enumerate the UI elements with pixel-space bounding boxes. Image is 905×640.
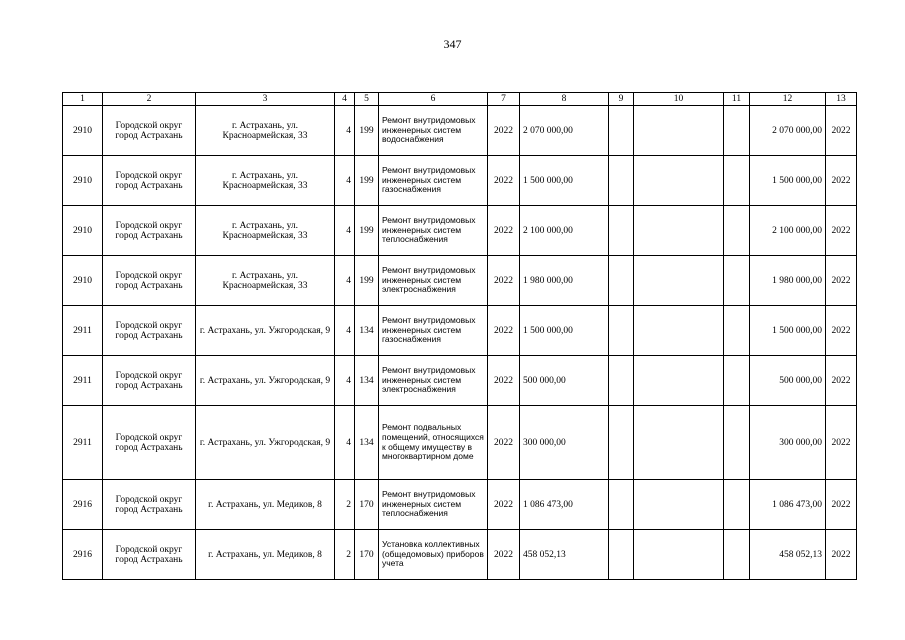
floors: 2 [335,480,355,530]
municipality: Городской округ город Астрахань [103,356,196,406]
col-11-value [724,206,750,256]
table-row [63,406,857,480]
municipality: Городской округ город Астрахань [103,480,196,530]
total-cost: 300 000,00 [520,406,609,480]
address: г. Астрахань, ул. Ужгородская, 9 [196,406,335,480]
completion-year: 2022 [826,480,857,530]
registry-table [62,92,857,580]
table-row [63,106,857,156]
address: г. Астрахань, ул. Ужгородская, 9 [196,356,335,406]
floors: 4 [335,306,355,356]
total-cost: 1 500 000,00 [520,156,609,206]
address: г. Астрахань, ул. Красноармейская, 33 [196,106,335,156]
col-11-value [724,480,750,530]
address: г. Астрахань, ул. Красноармейская, 33 [196,256,335,306]
work-type: Ремонт внутридомовых инженерных систем теплоснабжения [379,480,488,530]
col-9-value [609,530,634,580]
object-id: 2910 [63,206,103,256]
work-type: Ремонт внутридомовых инженерных систем газоснабжения [379,156,488,206]
fund-cost: 2 100 000,00 [750,206,826,256]
apartments: 170 [355,530,379,580]
work-type: Установка коллективных (общедомовых) приборов учета [379,530,488,580]
fund-cost: 1 500 000,00 [750,156,826,206]
col-10-value [634,480,724,530]
total-cost: 1 980 000,00 [520,256,609,306]
object-id: 2916 [63,530,103,580]
col-9-value [609,406,634,480]
col-11-value [724,406,750,480]
col-11-value [724,356,750,406]
work-type: Ремонт подвальных помещений, относящихся к общему имуществу в многоквартирном доме [379,406,488,480]
year: 2022 [488,406,520,480]
work-type: Ремонт внутридомовых инженерных систем электроснабжения [379,356,488,406]
col-10-value [634,206,724,256]
completion-year: 2022 [826,530,857,580]
table-row [63,156,857,206]
year: 2022 [488,206,520,256]
table-body [63,106,857,580]
table-row [63,306,857,356]
col-9-value [609,156,634,206]
header-cell-12: 12 [750,93,826,106]
header-cell-9: 9 [609,93,634,106]
total-cost: 1 500 000,00 [520,306,609,356]
fund-cost: 1 500 000,00 [750,306,826,356]
object-id: 2910 [63,106,103,156]
fund-cost: 2 070 000,00 [750,106,826,156]
header-cell-8: 8 [520,93,609,106]
header-cell-7: 7 [488,93,520,106]
address: г. Астрахань, ул. Медиков, 8 [196,480,335,530]
municipality: Городской округ город Астрахань [103,106,196,156]
completion-year: 2022 [826,406,857,480]
table-row [63,256,857,306]
completion-year: 2022 [826,306,857,356]
header-row [63,93,857,106]
object-id: 2910 [63,256,103,306]
apartments: 134 [355,306,379,356]
fund-cost: 500 000,00 [750,356,826,406]
address: г. Астрахань, ул. Ужгородская, 9 [196,306,335,356]
col-10-value [634,256,724,306]
municipality: Городской округ город Астрахань [103,530,196,580]
col-9-value [609,306,634,356]
header-cell-2: 2 [103,93,196,106]
completion-year: 2022 [826,106,857,156]
floors: 4 [335,356,355,406]
floors: 4 [335,256,355,306]
completion-year: 2022 [826,356,857,406]
col-11-value [724,256,750,306]
year: 2022 [488,306,520,356]
floors: 4 [335,206,355,256]
total-cost: 1 086 473,00 [520,480,609,530]
col-9-value [609,206,634,256]
municipality: Городской округ город Астрахань [103,406,196,480]
floors: 2 [335,530,355,580]
col-11-value [724,106,750,156]
year: 2022 [488,356,520,406]
object-id: 2911 [63,306,103,356]
header-cell-10: 10 [634,93,724,106]
col-9-value [609,106,634,156]
apartments: 199 [355,156,379,206]
municipality: Городской округ город Астрахань [103,156,196,206]
completion-year: 2022 [826,206,857,256]
col-10-value [634,156,724,206]
work-type: Ремонт внутридомовых инженерных систем газоснабжения [379,306,488,356]
floors: 4 [335,106,355,156]
municipality: Городской округ город Астрахань [103,206,196,256]
apartments: 199 [355,106,379,156]
apartments: 199 [355,206,379,256]
col-10-value [634,106,724,156]
header-cell-1: 1 [63,93,103,106]
header-cell-5: 5 [355,93,379,106]
apartments: 170 [355,480,379,530]
address: г. Астрахань, ул. Красноармейская, 33 [196,206,335,256]
floors: 4 [335,406,355,480]
apartments: 199 [355,256,379,306]
table-row [63,530,857,580]
object-id: 2911 [63,356,103,406]
floors: 4 [335,156,355,206]
col-11-value [724,530,750,580]
header-cell-13: 13 [826,93,857,106]
completion-year: 2022 [826,156,857,206]
col-9-value [609,480,634,530]
col-11-value [724,306,750,356]
col-10-value [634,406,724,480]
work-type: Ремонт внутридомовых инженерных систем теплоснабжения [379,206,488,256]
col-10-value [634,306,724,356]
header-cell-3: 3 [196,93,335,106]
work-type: Ремонт внутридомовых инженерных систем водоснабжения [379,106,488,156]
col-9-value [609,256,634,306]
fund-cost: 458 052,13 [750,530,826,580]
total-cost: 2 070 000,00 [520,106,609,156]
header-cell-4: 4 [335,93,355,106]
year: 2022 [488,156,520,206]
year: 2022 [488,106,520,156]
table-header [63,93,857,106]
municipality: Городской округ город Астрахань [103,256,196,306]
object-id: 2916 [63,480,103,530]
total-cost: 458 052,13 [520,530,609,580]
fund-cost: 1 086 473,00 [750,480,826,530]
fund-cost: 1 980 000,00 [750,256,826,306]
total-cost: 500 000,00 [520,356,609,406]
col-10-value [634,530,724,580]
year: 2022 [488,530,520,580]
work-type: Ремонт внутридомовых инженерных систем электроснабжения [379,256,488,306]
header-cell-11: 11 [724,93,750,106]
page-number: 347 [443,37,462,51]
col-11-value [724,156,750,206]
fund-cost: 300 000,00 [750,406,826,480]
address: г. Астрахань, ул. Красноармейская, 33 [196,156,335,206]
year: 2022 [488,480,520,530]
header-cell-6: 6 [379,93,488,106]
object-id: 2910 [63,156,103,206]
municipality: Городской округ город Астрахань [103,306,196,356]
apartments: 134 [355,406,379,480]
address: г. Астрахань, ул. Медиков, 8 [196,530,335,580]
year: 2022 [488,256,520,306]
table-row [63,480,857,530]
col-9-value [609,356,634,406]
total-cost: 2 100 000,00 [520,206,609,256]
completion-year: 2022 [826,256,857,306]
table-row [63,356,857,406]
apartments: 134 [355,356,379,406]
object-id: 2911 [63,406,103,480]
col-10-value [634,356,724,406]
table-row [63,206,857,256]
